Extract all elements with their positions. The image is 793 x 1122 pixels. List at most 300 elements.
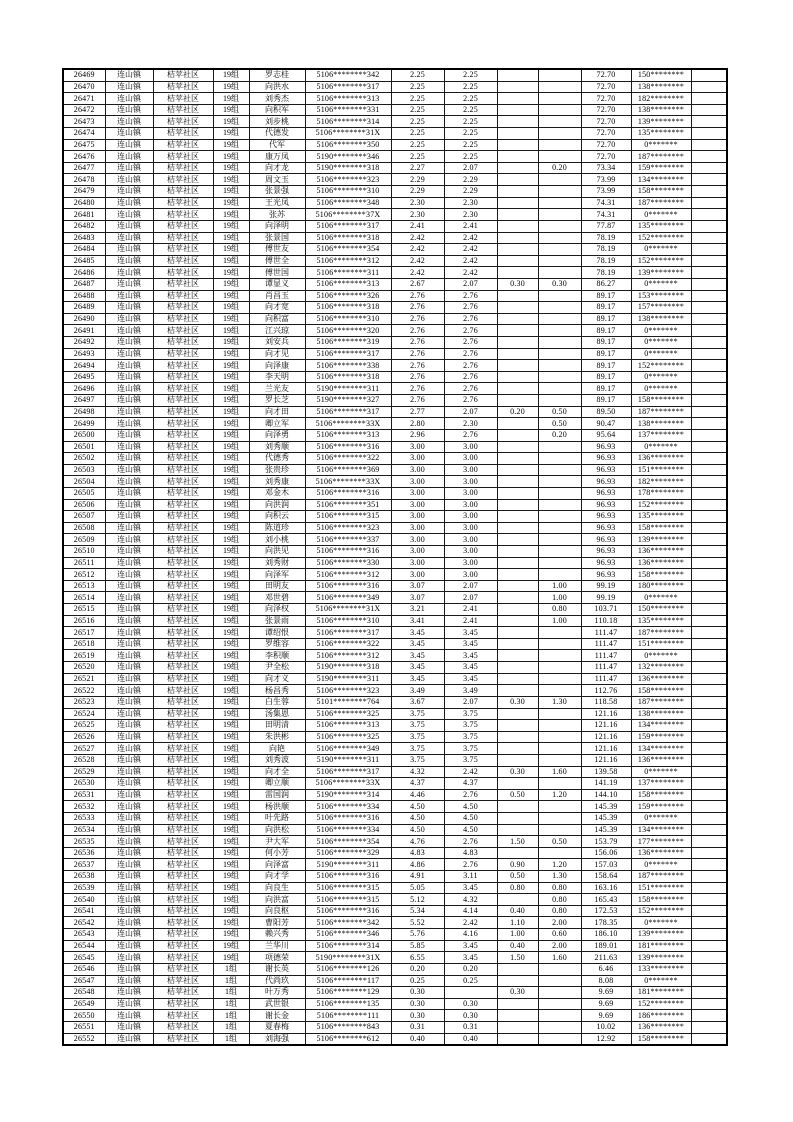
group-cell: 19组 (213, 395, 249, 407)
table-row (63, 592, 727, 604)
table-row (63, 952, 727, 964)
amount-total-cell: 2.25 (391, 93, 444, 105)
amount-total-cell: 2.80 (391, 418, 444, 430)
table-row (63, 197, 727, 209)
id-number-cell: 5106********135 (305, 998, 391, 1010)
serial-cell: 26539 (63, 882, 105, 894)
amount-total-cell: 0.40 (391, 1033, 444, 1045)
name-cell: 向泽权 (249, 604, 305, 616)
community-cell: 桔苹社区 (153, 580, 213, 592)
community-cell: 桔苹社区 (153, 905, 213, 917)
amount-extra2-cell (538, 847, 581, 859)
amount-total-cell: 2.25 (391, 139, 444, 151)
phone-cell: 135******** (631, 128, 691, 140)
amount-total-cell: 0.30 (391, 1010, 444, 1022)
group-cell: 19组 (213, 464, 249, 476)
amount-extra1-cell (497, 975, 538, 987)
blank-cell (691, 499, 727, 511)
amount-total-cell: 3.00 (391, 534, 444, 546)
community-cell: 桔苹社区 (153, 894, 213, 906)
amount-extra2-cell (538, 337, 581, 349)
phone-cell: 138******** (631, 313, 691, 325)
group-cell: 19组 (213, 476, 249, 488)
amount-base-cell: 2.07 (444, 580, 497, 592)
blank-cell (691, 1021, 727, 1033)
amount-base-cell: 0.40 (444, 1033, 497, 1045)
town-cell: 连山镇 (105, 139, 153, 151)
records-tbody (63, 69, 727, 1045)
phone-cell: 132******** (631, 662, 691, 674)
amount-total-cell: 2.42 (391, 267, 444, 279)
amount-base-cell: 2.76 (444, 360, 497, 372)
amount-total-cell: 4.83 (391, 847, 444, 859)
amount-base-cell: 3.11 (444, 871, 497, 883)
table-row (63, 813, 727, 825)
group-cell: 19组 (213, 720, 249, 732)
amount-extra1-cell: 0.40 (497, 905, 538, 917)
amount-base-cell: 2.42 (444, 232, 497, 244)
serial-cell: 26526 (63, 731, 105, 743)
community-cell: 桔苹社区 (153, 209, 213, 221)
town-cell: 连山镇 (105, 220, 153, 232)
blank-cell (691, 789, 727, 801)
name-cell: 张景强 (249, 186, 305, 198)
amount-extra2-cell: 0.60 (538, 929, 581, 941)
community-cell: 桔苹社区 (153, 441, 213, 453)
id-number-cell: 5106********318 (305, 371, 391, 383)
amount-extra2-cell: 2.00 (538, 917, 581, 929)
serial-cell: 26470 (63, 81, 105, 93)
group-cell: 19组 (213, 905, 249, 917)
amount-base-cell: 2.25 (444, 81, 497, 93)
phone-cell: 0******* (631, 859, 691, 871)
table-row (63, 186, 727, 198)
amount-extra2-cell (538, 441, 581, 453)
blank-cell (691, 476, 727, 488)
phone-cell: 0******* (631, 139, 691, 151)
blank-cell (691, 801, 727, 813)
serial-cell: 26478 (63, 174, 105, 186)
community-cell: 桔苹社区 (153, 545, 213, 557)
payment-total-cell: 163.16 (581, 882, 631, 894)
id-number-cell: 5106********325 (305, 708, 391, 720)
phone-cell: 151******** (631, 638, 691, 650)
table-row (63, 93, 727, 105)
payment-total-cell: 74.31 (581, 209, 631, 221)
name-cell: 汤集恩 (249, 708, 305, 720)
community-cell: 桔苹社区 (153, 186, 213, 198)
town-cell: 连山镇 (105, 963, 153, 975)
id-number-cell: 5106********312 (305, 650, 391, 662)
id-number-cell: 5106********323 (305, 522, 391, 534)
amount-extra1-cell (497, 638, 538, 650)
payment-total-cell: 165.43 (581, 894, 631, 906)
amount-extra1-cell: 0.30 (497, 766, 538, 778)
amount-extra1-cell (497, 93, 538, 105)
phone-cell: 138******** (631, 81, 691, 93)
table-row (63, 824, 727, 836)
amount-total-cell: 2.25 (391, 116, 444, 128)
id-number-cell: 5106********369 (305, 464, 391, 476)
town-cell: 连山镇 (105, 93, 153, 105)
amount-total-cell: 3.75 (391, 743, 444, 755)
group-cell: 19组 (213, 813, 249, 825)
amount-total-cell: 2.76 (391, 302, 444, 314)
amount-extra2-cell (538, 1033, 581, 1045)
phone-cell: 0******* (631, 441, 691, 453)
amount-extra1-cell: 0.40 (497, 940, 538, 952)
name-cell: 赖兴秀 (249, 929, 305, 941)
name-cell: 向艳 (249, 743, 305, 755)
community-cell: 桔苹社区 (153, 604, 213, 616)
name-cell: 代尚玖 (249, 975, 305, 987)
community-cell: 桔苹社区 (153, 1021, 213, 1033)
payment-total-cell: 121.16 (581, 720, 631, 732)
payment-total-cell: 186.10 (581, 929, 631, 941)
amount-extra1-cell (497, 1021, 538, 1033)
id-number-cell: 5106********322 (305, 638, 391, 650)
amount-extra2-cell (538, 151, 581, 163)
payment-total-cell: 145.39 (581, 813, 631, 825)
blank-cell (691, 615, 727, 627)
id-number-cell: 5106********331 (305, 104, 391, 116)
id-number-cell: 5190********311 (305, 673, 391, 685)
table-row (63, 975, 727, 987)
name-cell: 刘秀波 (249, 754, 305, 766)
payment-total-cell: 111.47 (581, 627, 631, 639)
community-cell: 桔苹社区 (153, 813, 213, 825)
amount-extra1-cell (497, 186, 538, 198)
amount-base-cell: 2.25 (444, 139, 497, 151)
payment-total-cell: 96.93 (581, 569, 631, 581)
amount-extra2-cell (538, 813, 581, 825)
group-cell: 19组 (213, 929, 249, 941)
amount-extra2-cell: 2.00 (538, 940, 581, 952)
community-cell: 桔苹社区 (153, 720, 213, 732)
amount-extra1-cell (497, 162, 538, 174)
town-cell: 连山镇 (105, 69, 153, 81)
phone-cell: 134******** (631, 743, 691, 755)
serial-cell: 26490 (63, 313, 105, 325)
amount-extra1-cell (497, 302, 538, 314)
amount-extra1-cell: 0.30 (497, 278, 538, 290)
serial-cell: 26520 (63, 662, 105, 674)
table-row (63, 348, 727, 360)
amount-extra1-cell (497, 371, 538, 383)
community-cell: 桔苹社区 (153, 987, 213, 999)
serial-cell: 26475 (63, 139, 105, 151)
amount-base-cell: 3.00 (444, 453, 497, 465)
amount-base-cell: 2.42 (444, 244, 497, 256)
table-row (63, 638, 727, 650)
table-row (63, 905, 727, 917)
amount-total-cell: 2.76 (391, 325, 444, 337)
id-number-cell: 5106********325 (305, 731, 391, 743)
name-cell: 向泽明 (249, 220, 305, 232)
amount-total-cell: 2.77 (391, 406, 444, 418)
name-cell: 代德秀 (249, 453, 305, 465)
payment-total-cell: 77.87 (581, 220, 631, 232)
name-cell: 邓金木 (249, 487, 305, 499)
name-cell: 江兴琼 (249, 325, 305, 337)
table-row (63, 801, 727, 813)
blank-cell (691, 487, 727, 499)
amount-extra1-cell: 0.80 (497, 882, 538, 894)
group-cell: 19组 (213, 255, 249, 267)
serial-cell: 26482 (63, 220, 105, 232)
phone-cell: 158******** (631, 522, 691, 534)
serial-cell: 26522 (63, 685, 105, 697)
blank-cell (691, 708, 727, 720)
table-row (63, 650, 727, 662)
group-cell: 19组 (213, 499, 249, 511)
phone-cell: 0******* (631, 325, 691, 337)
community-cell: 桔苹社区 (153, 882, 213, 894)
group-cell: 19组 (213, 418, 249, 430)
town-cell: 连山镇 (105, 104, 153, 116)
table-row (63, 418, 727, 430)
table-row (63, 139, 727, 151)
id-number-cell: 5106********33X (305, 418, 391, 430)
phone-cell: 0******* (631, 371, 691, 383)
amount-base-cell: 2.25 (444, 128, 497, 140)
blank-cell (691, 116, 727, 128)
town-cell: 连山镇 (105, 151, 153, 163)
name-cell: 谢长英 (249, 963, 305, 975)
amount-extra2-cell (538, 731, 581, 743)
amount-extra2-cell (538, 662, 581, 674)
payment-total-cell: 96.93 (581, 545, 631, 557)
id-number-cell: 5106********843 (305, 1021, 391, 1033)
phone-cell: 158******** (631, 569, 691, 581)
group-cell: 19组 (213, 859, 249, 871)
amount-extra2-cell (538, 313, 581, 325)
id-number-cell: 5106********315 (305, 894, 391, 906)
id-number-cell: 5106********342 (305, 917, 391, 929)
community-cell: 桔苹社区 (153, 708, 213, 720)
serial-cell: 26525 (63, 720, 105, 732)
table-row (63, 998, 727, 1010)
serial-cell: 26483 (63, 232, 105, 244)
amount-total-cell: 2.25 (391, 104, 444, 116)
table-row (63, 1033, 727, 1045)
blank-cell (691, 859, 727, 871)
community-cell: 桔苹社区 (153, 371, 213, 383)
blank-cell (691, 441, 727, 453)
community-cell: 桔苹社区 (153, 824, 213, 836)
id-number-cell: 5106********349 (305, 743, 391, 755)
serial-cell: 26535 (63, 836, 105, 848)
group-cell: 19组 (213, 662, 249, 674)
amount-total-cell: 2.76 (391, 371, 444, 383)
blank-cell (691, 940, 727, 952)
amount-total-cell: 5.52 (391, 917, 444, 929)
amount-base-cell: 2.25 (444, 116, 497, 128)
amount-total-cell: 2.42 (391, 232, 444, 244)
name-cell: 向才全 (249, 766, 305, 778)
blank-cell (691, 696, 727, 708)
amount-extra1-cell (497, 662, 538, 674)
town-cell: 连山镇 (105, 441, 153, 453)
amount-extra1-cell: 1.00 (497, 929, 538, 941)
community-cell: 桔苹社区 (153, 685, 213, 697)
phone-cell: 0******* (631, 209, 691, 221)
amount-extra1-cell (497, 569, 538, 581)
name-cell: 张景国 (249, 232, 305, 244)
group-cell: 1组 (213, 1033, 249, 1045)
group-cell: 19组 (213, 429, 249, 441)
group-cell: 19组 (213, 220, 249, 232)
community-cell: 桔苹社区 (153, 499, 213, 511)
amount-total-cell: 2.25 (391, 128, 444, 140)
table-row (63, 244, 727, 256)
phone-cell: 150******** (631, 604, 691, 616)
community-cell: 桔苹社区 (153, 766, 213, 778)
town-cell: 连山镇 (105, 197, 153, 209)
id-number-cell: 5106********323 (305, 174, 391, 186)
town-cell: 连山镇 (105, 371, 153, 383)
serial-cell: 26517 (63, 627, 105, 639)
name-cell: 李积顺 (249, 650, 305, 662)
serial-cell: 26519 (63, 650, 105, 662)
town-cell: 连山镇 (105, 998, 153, 1010)
amount-extra2-cell (538, 511, 581, 523)
blank-cell (691, 511, 727, 523)
amount-extra2-cell: 1.00 (538, 615, 581, 627)
amount-total-cell: 3.41 (391, 615, 444, 627)
id-number-cell: 5106********117 (305, 975, 391, 987)
id-number-cell: 5106********31X (305, 128, 391, 140)
name-cell: 向才学 (249, 871, 305, 883)
blank-cell (691, 371, 727, 383)
town-cell: 连山镇 (105, 569, 153, 581)
amount-extra1-cell (497, 232, 538, 244)
amount-base-cell: 4.16 (444, 929, 497, 941)
payment-total-cell: 121.16 (581, 743, 631, 755)
group-cell: 19组 (213, 453, 249, 465)
amount-extra1-cell (497, 337, 538, 349)
group-cell: 19组 (213, 267, 249, 279)
community-cell: 桔苹社区 (153, 511, 213, 523)
amount-extra2-cell (538, 383, 581, 395)
serial-cell: 26500 (63, 429, 105, 441)
table-row (63, 395, 727, 407)
table-row (63, 151, 727, 163)
table-row (63, 209, 727, 221)
amount-total-cell: 4.50 (391, 801, 444, 813)
id-number-cell: 5106********111 (305, 1010, 391, 1022)
amount-total-cell: 2.27 (391, 162, 444, 174)
serial-cell: 26542 (63, 917, 105, 929)
phone-cell: 139******** (631, 267, 691, 279)
serial-cell: 26533 (63, 813, 105, 825)
amount-extra1-cell (497, 545, 538, 557)
group-cell: 19组 (213, 534, 249, 546)
amount-extra1-cell (497, 627, 538, 639)
amount-extra1-cell (497, 174, 538, 186)
phone-cell: 151******** (631, 464, 691, 476)
community-cell: 桔苹社区 (153, 487, 213, 499)
payment-total-cell: 72.70 (581, 139, 631, 151)
amount-extra1-cell (497, 650, 538, 662)
blank-cell (691, 917, 727, 929)
id-number-cell: 5106********329 (305, 847, 391, 859)
amount-total-cell: 4.86 (391, 859, 444, 871)
blank-cell (691, 267, 727, 279)
phone-cell: 134******** (631, 174, 691, 186)
phone-cell: 136******** (631, 847, 691, 859)
amount-total-cell: 2.76 (391, 348, 444, 360)
blank-cell (691, 1033, 727, 1045)
blank-cell (691, 429, 727, 441)
serial-cell: 26521 (63, 673, 105, 685)
amount-extra2-cell: 0.30 (538, 278, 581, 290)
id-number-cell: 5106********342 (305, 69, 391, 81)
community-cell: 桔苹社区 (153, 337, 213, 349)
group-cell: 19组 (213, 882, 249, 894)
name-cell: 罗志桂 (249, 69, 305, 81)
table-row (63, 708, 727, 720)
name-cell: 尹全松 (249, 662, 305, 674)
amount-extra1-cell: 0.30 (497, 696, 538, 708)
amount-extra2-cell: 0.50 (538, 406, 581, 418)
amount-extra2-cell (538, 801, 581, 813)
payment-total-cell: 6.46 (581, 963, 631, 975)
community-cell: 桔苹社区 (153, 522, 213, 534)
town-cell: 连山镇 (105, 754, 153, 766)
amount-base-cell: 3.45 (444, 673, 497, 685)
group-cell: 19组 (213, 952, 249, 964)
name-cell: 雷国润 (249, 789, 305, 801)
records-table (62, 68, 728, 1046)
name-cell: 谭显义 (249, 278, 305, 290)
serial-cell: 26487 (63, 278, 105, 290)
community-cell: 桔苹社区 (153, 313, 213, 325)
serial-cell: 26477 (63, 162, 105, 174)
id-number-cell: 5106********354 (305, 244, 391, 256)
id-number-cell: 5106********319 (305, 337, 391, 349)
serial-cell: 26504 (63, 476, 105, 488)
id-number-cell: 5190********311 (305, 754, 391, 766)
table-row (63, 940, 727, 952)
phone-cell: 178******** (631, 487, 691, 499)
blank-cell (691, 290, 727, 302)
town-cell: 连山镇 (105, 731, 153, 743)
community-cell: 桔苹社区 (153, 476, 213, 488)
payment-total-cell: 156.06 (581, 847, 631, 859)
town-cell: 连山镇 (105, 1021, 153, 1033)
payment-total-cell: 72.70 (581, 69, 631, 81)
amount-extra1-cell (497, 824, 538, 836)
group-cell: 19组 (213, 313, 249, 325)
amount-total-cell: 3.00 (391, 545, 444, 557)
phone-cell: 152******** (631, 905, 691, 917)
table-row (63, 894, 727, 906)
amount-base-cell: 3.75 (444, 743, 497, 755)
name-cell: 罗维容 (249, 638, 305, 650)
town-cell: 连山镇 (105, 708, 153, 720)
id-number-cell: 5106********37X (305, 209, 391, 221)
name-cell: 何小芳 (249, 847, 305, 859)
id-number-cell: 5190********314 (305, 789, 391, 801)
amount-base-cell: 0.20 (444, 963, 497, 975)
serial-cell: 26538 (63, 871, 105, 883)
name-cell: 刘海强 (249, 1033, 305, 1045)
serial-cell: 26469 (63, 69, 105, 81)
id-number-cell: 5106********313 (305, 429, 391, 441)
community-cell: 桔苹社区 (153, 789, 213, 801)
community-cell: 桔苹社区 (153, 557, 213, 569)
